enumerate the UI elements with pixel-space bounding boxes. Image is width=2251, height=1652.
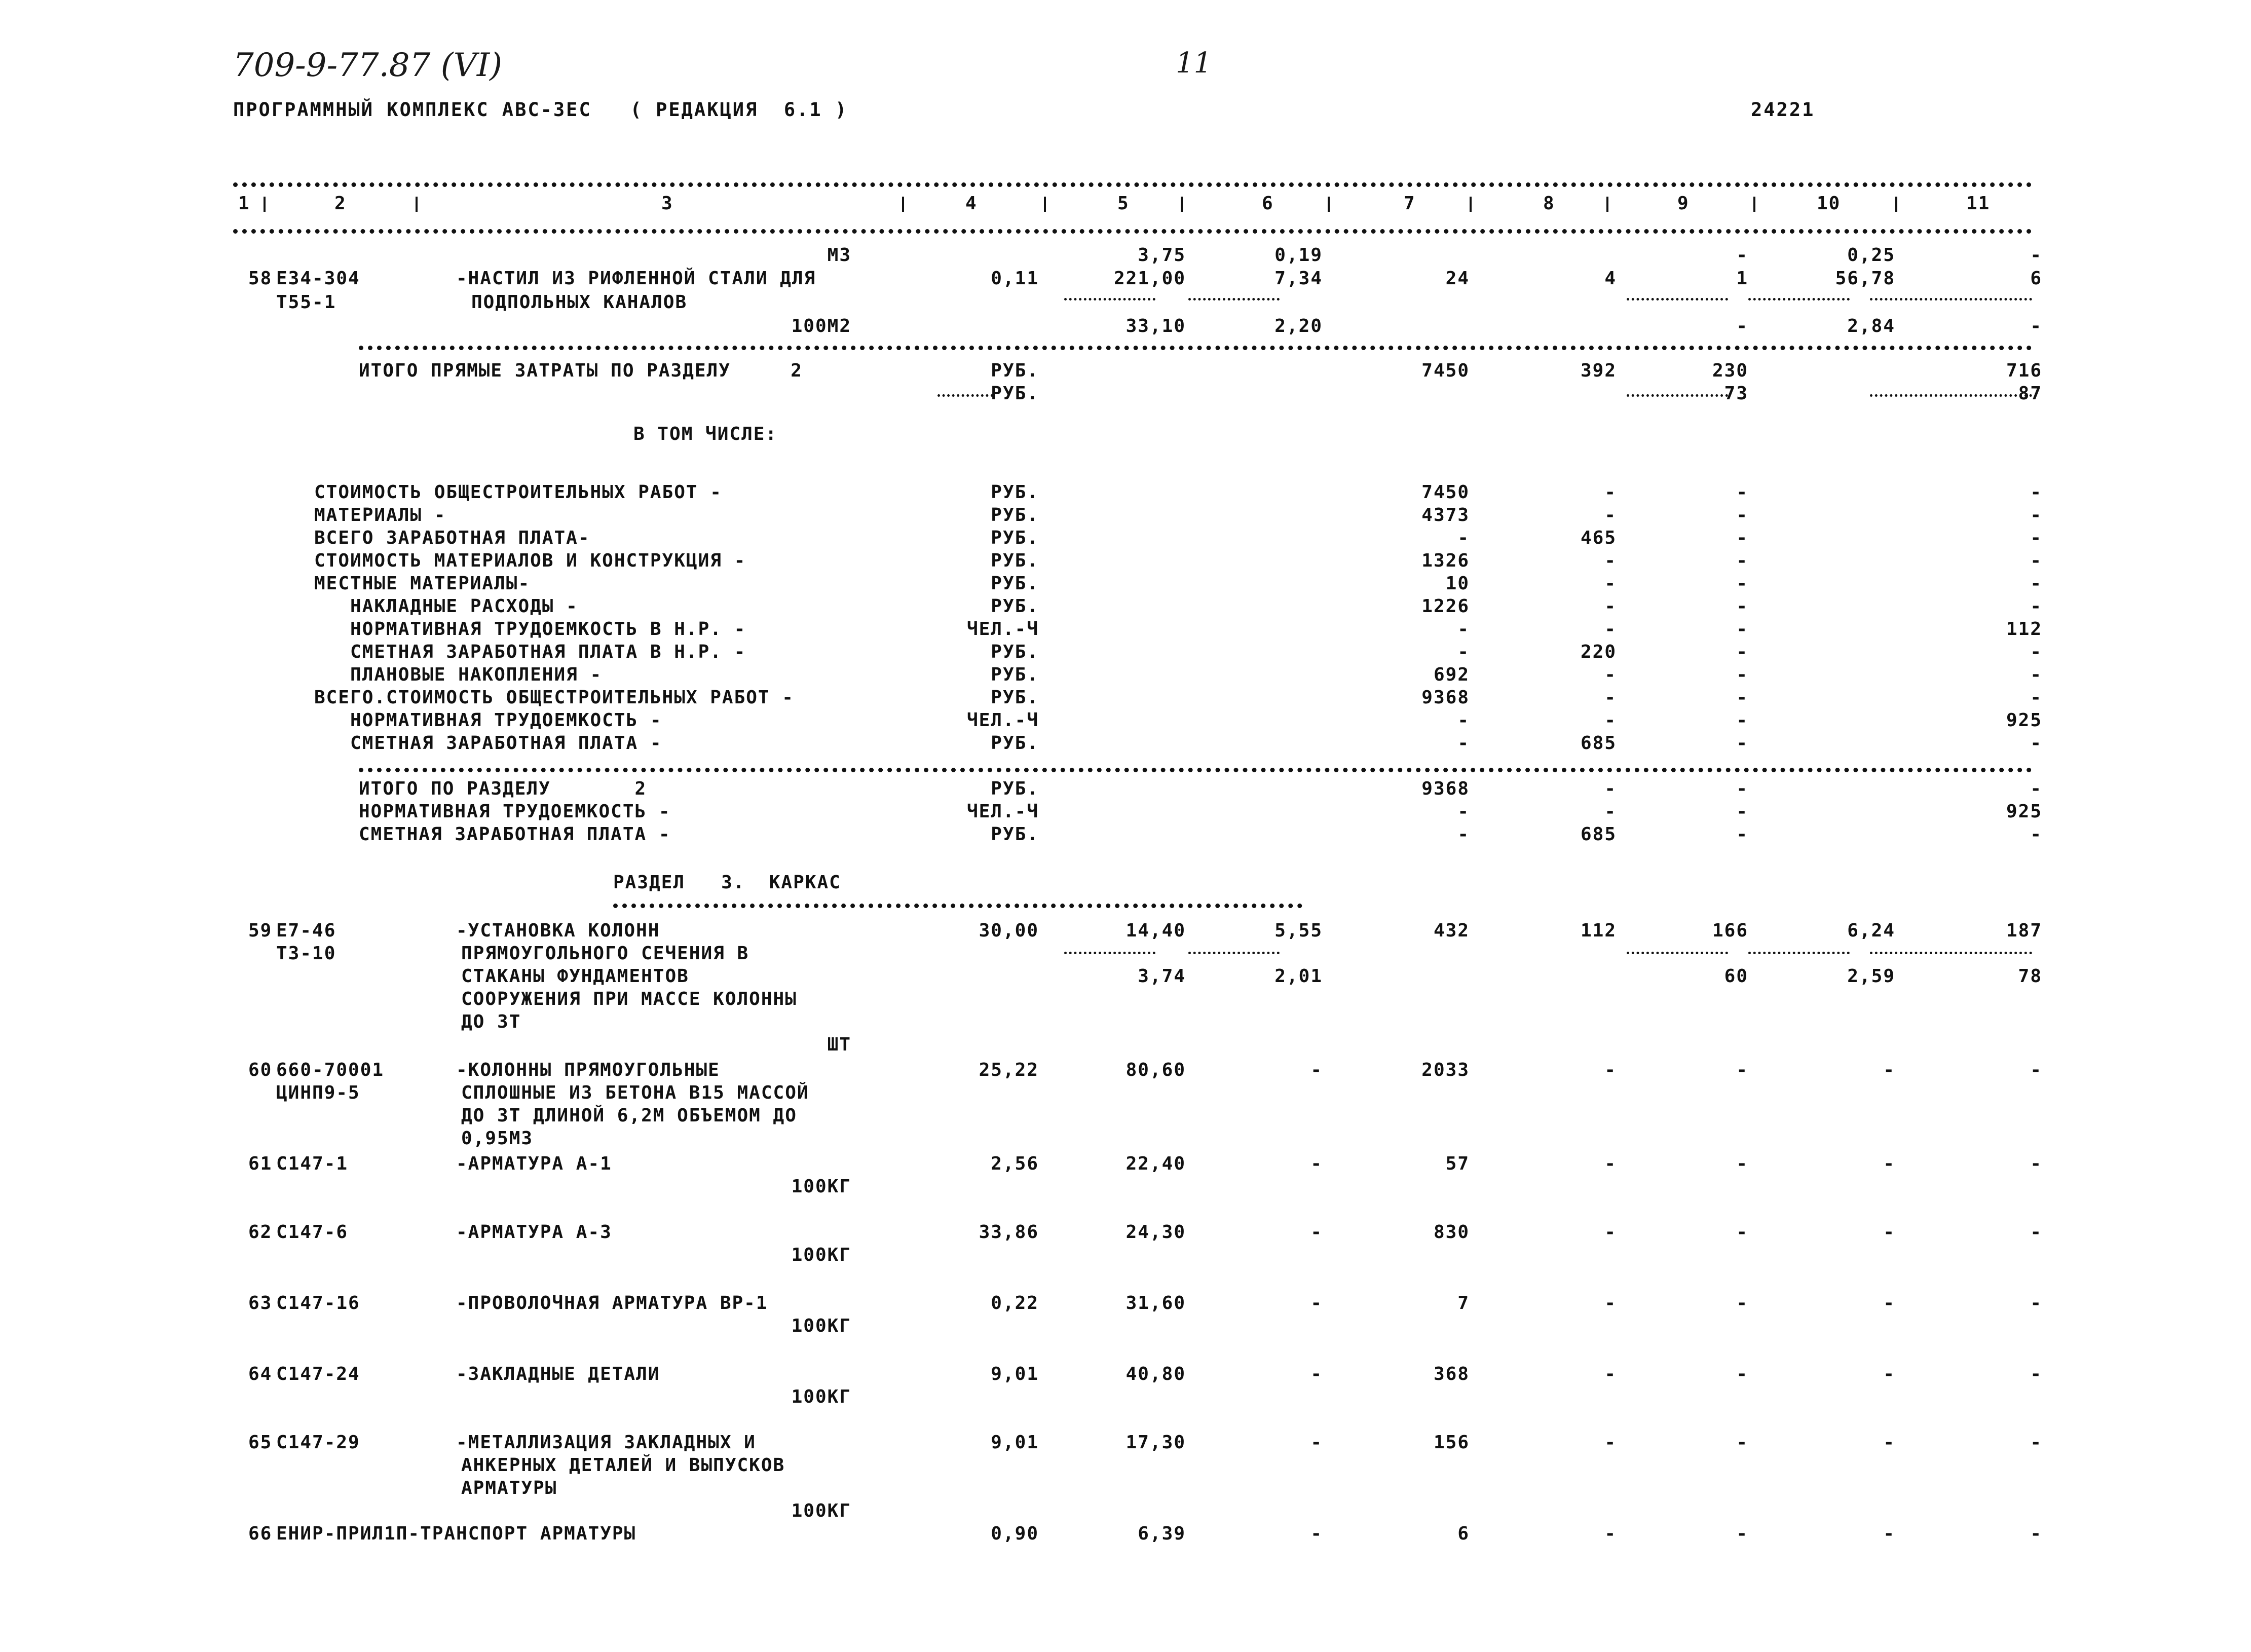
rate-code: С147-16 [276,1293,360,1313]
col4-value: 25,22 [979,1060,1039,1080]
col9-value: 230 [1712,360,1748,381]
col4-value: 33,86 [979,1222,1039,1243]
rate-code: Т3-10 [276,943,336,964]
col10-value: - [1883,1060,1895,1080]
col8-value: - [1604,1222,1617,1243]
col9-value: - [1736,1153,1748,1174]
col4-value: РУБ. [991,642,1039,662]
col9-value: 1 [1736,268,1748,289]
col7-value: 7 [1457,1293,1470,1313]
col8-value: - [1604,1364,1617,1384]
col4-value: РУБ. [991,550,1039,571]
rate-code: С147-29 [276,1432,360,1453]
work-name: НОРМАТИВНАЯ ТРУДОЕМКОСТЬ В Н.Р. - [314,619,746,640]
unit: 100КГ [791,1245,851,1265]
col5-value: 31,60 [1126,1293,1186,1313]
column-separator [416,197,418,212]
col8-value: - [1604,505,1617,525]
column-separator [1895,197,1897,212]
row-number: 59 [248,920,273,941]
col5-value: 24,30 [1126,1222,1186,1243]
col4-value: 0,22 [991,1293,1039,1313]
row-number: 62 [248,1222,273,1243]
table-top-rule [233,182,2032,187]
column-separator [1606,197,1608,212]
subrule [1064,298,1155,301]
rate-code: Т55-1 [276,292,336,313]
col8-value: - [1604,550,1617,571]
column-number-rule [233,229,2032,234]
col6-value: - [1310,1293,1323,1313]
col10-value: - [1883,1432,1895,1453]
col9-value: - [1736,1060,1748,1080]
col7-value: 10 [1445,573,1470,594]
col7-value: - [1457,619,1470,640]
work-name: -ПРОВОЛОЧНАЯ АРМАТУРА ВР-1 [456,1293,768,1313]
column-number: 6 [1262,193,1274,214]
row-number: 63 [248,1293,273,1313]
work-name: -АРМАТУРА А-3 [456,1222,612,1243]
col9-value: - [1736,1432,1748,1453]
work-name: ВСЕГО.СТОИМОСТЬ ОБЩЕСТРОИТЕЛЬНЫХ РАБОТ - [314,687,794,708]
col11-value: 112 [2006,619,2042,640]
column-separator [1044,197,1046,212]
col7-value: 2033 [1421,1060,1470,1080]
col8-value: - [1604,664,1617,685]
col9-value: - [1736,505,1748,525]
work-name: МАТЕРИАЛЫ - [314,505,446,525]
col7-value: 24 [1445,268,1470,289]
column-separator [264,197,266,212]
col9-value: - [1736,482,1748,503]
row-number: 65 [248,1432,273,1453]
col6-value: 0,19 [1274,245,1323,266]
col11-value: - [2030,664,2042,685]
handwritten-doc-code: 709-9-77.87 (VI) [233,47,503,84]
column-number: 2 [334,193,347,214]
rate-code: 660-70001 [276,1060,385,1080]
row-number: 64 [248,1364,273,1384]
column-number: 11 [1966,193,1991,214]
col9-value: - [1736,573,1748,594]
col10-value: 0,25 [1847,245,1895,266]
col11-value: - [2030,778,2042,799]
col5-value: 14,40 [1126,920,1186,941]
col10-value: - [1883,1364,1895,1384]
work-name: СМЕТНАЯ ЗАРАБОТНАЯ ПЛАТА - [314,733,662,754]
column-separator [1181,197,1183,212]
column-number: 8 [1543,193,1555,214]
col8-value: 465 [1580,528,1617,548]
col9-value: - [1736,778,1748,799]
work-name: ИТОГО ПО РАЗДЕЛУ 2 [359,778,647,799]
col5-value: 22,40 [1126,1153,1186,1174]
work-name: 0,95М3 [461,1128,534,1149]
col11-value: - [2030,687,2042,708]
col10-value: - [1883,1222,1895,1243]
col7-value: - [1457,801,1470,822]
subrule [1627,298,1728,301]
col4-value: ЧЕЛ.-Ч [966,710,1039,731]
col4-value: РУБ. [991,505,1039,525]
col10-value: 56,78 [1835,268,1895,289]
col11-value: - [2030,505,2042,525]
subrule [1870,298,2032,301]
col9-value: - [1736,664,1748,685]
col8-value: - [1604,687,1617,708]
section-total-rule-1 [359,346,2032,350]
col7-value: 432 [1433,920,1470,941]
col9-value: - [1736,528,1748,548]
col11-value: 925 [2006,710,2042,731]
col10-value: 2,84 [1847,316,1895,336]
col7-value: - [1457,528,1470,548]
col6-value: 7,34 [1274,268,1323,289]
row-number: 58 [248,268,273,289]
col4-value: РУБ. [991,528,1039,548]
col11-value: - [2030,1222,2042,1243]
col6-value: - [1310,1432,1323,1453]
col7-value: 9368 [1421,687,1470,708]
col9-value: - [1736,1222,1748,1243]
col11-value: - [2030,1153,2042,1174]
col11-value: 925 [2006,801,2042,822]
col9-value: - [1736,801,1748,822]
work-name: АРМАТУРЫ [461,1478,557,1498]
subrule [1064,952,1155,954]
col11-value: 716 [2006,360,2042,381]
column-separator [1470,197,1472,212]
work-name: НОРМАТИВНАЯ ТРУДОЕМКОСТЬ - [314,710,662,731]
work-name: СТОИМОСТЬ ОБЩЕСТРОИТЕЛЬНЫХ РАБОТ - [314,482,722,503]
col8-value: - [1604,778,1617,799]
col8-value: - [1604,1060,1617,1080]
col11-value: - [2030,1432,2042,1453]
col4-value: 2,56 [991,1153,1039,1174]
column-separator [902,197,904,212]
subrule [1627,394,1728,397]
col11-value: - [2030,316,2042,336]
col11-value: - [2030,1060,2042,1080]
col9-value: 166 [1712,920,1748,941]
handwritten-page-number: 11 [1176,47,1212,80]
col4-value: РУБ. [991,733,1039,754]
col11-value: - [2030,245,2042,266]
col7-value: 692 [1433,664,1470,685]
col7-value: - [1457,710,1470,731]
col7-value: 7450 [1421,482,1470,503]
col11-value: - [2030,550,2042,571]
unit: 100КГ [791,1500,851,1521]
col8-value: 4 [1604,268,1617,289]
column-number: 9 [1677,193,1690,214]
program-header: ПРОГРАММНЫЙ КОМПЛЕКС АВС-3ЕС ( РЕДАКЦИЯ 6.1 ) [233,99,848,121]
section-total-rule-2 [359,768,2032,772]
work-name: РАЗДЕЛ 3. КАРКАС [613,872,841,893]
col11-value: - [2030,528,2042,548]
col8-value: - [1604,801,1617,822]
col8-value: - [1604,1153,1617,1174]
col8-value: - [1604,619,1617,640]
subrule [1870,394,2032,397]
col4-value: РУБ. [991,573,1039,594]
work-name: ДО 3Т [461,1011,521,1032]
col4-value: РУБ. [991,824,1039,845]
col6-value: - [1310,1153,1323,1174]
rate-code: Е34-304 [276,268,360,289]
col11-value: - [2030,1293,2042,1313]
col11-value: - [2030,824,2042,845]
work-name: НОРМАТИВНАЯ ТРУДОЕМКОСТЬ - [359,801,671,822]
col7-value: 6 [1457,1523,1470,1544]
unit: М3 [827,245,851,266]
col11-value: - [2030,1364,2042,1384]
work-name: ВСЕГО ЗАРАБОТНАЯ ПЛАТА- [314,528,590,548]
work-name: СООРУЖЕНИЯ ПРИ МАССЕ КОЛОННЫ [461,989,797,1009]
col6-value: - [1310,1222,1323,1243]
column-number: 5 [1117,193,1130,214]
col8-value: - [1604,1523,1617,1544]
work-name: СТАКАНЫ ФУНДАМЕНТОВ [461,966,689,987]
col7-value: 4373 [1421,505,1470,525]
rate-code: ЦИНП9-5 [276,1082,360,1103]
rate-code: С147-6 [276,1222,349,1243]
work-name: -НАСТИЛ ИЗ РИФЛЕННОЙ СТАЛИ ДЛЯ [456,268,816,289]
col8-value: 685 [1580,824,1617,845]
col6-value: - [1310,1060,1323,1080]
col6-value: 5,55 [1274,920,1323,941]
work-name: МЕСТНЫЕ МАТЕРИАЛЫ- [314,573,531,594]
work-name: СПЛОШНЫЕ ИЗ БЕТОНА В15 МАССОЙ [461,1082,809,1103]
col4-value: РУБ. [991,778,1039,799]
col11-value: - [2030,1523,2042,1544]
subrule [937,394,993,397]
column-number: 4 [965,193,978,214]
unit: 100КГ [791,1386,851,1407]
col9-value: - [1736,642,1748,662]
subrule [1188,952,1280,954]
col4-value: РУБ. [991,664,1039,685]
col5-value: 221,00 [1113,268,1186,289]
subrule [1188,298,1280,301]
rate-code: С147-1 [276,1153,349,1174]
work-name: СМЕТНАЯ ЗАРАБОТНАЯ ПЛАТА - [359,824,671,845]
col11-value: 87 [2018,383,2042,404]
work-name: -АРМАТУРА А-1 [456,1153,612,1174]
col5-value: 40,80 [1126,1364,1186,1384]
col4-value: РУБ. [991,360,1039,381]
col5-value: 6,39 [1138,1523,1186,1544]
rate-code: Е7-46 [276,920,336,941]
col11-value: 6 [2030,268,2042,289]
col7-value: - [1457,824,1470,845]
col10-value: 6,24 [1847,920,1895,941]
col5-value: 80,60 [1126,1060,1186,1080]
col8-value: 685 [1580,733,1617,754]
col9-value: - [1736,550,1748,571]
unit: 100КГ [791,1176,851,1197]
unit: 100М2 [791,316,851,336]
rate-code: ЕНИР-ПРИЛ1П-ТРАНСПОРТ АРМАТУРЫ [276,1523,636,1544]
col7-value: - [1457,733,1470,754]
col9-value: - [1736,710,1748,731]
col11-value: - [2030,596,2042,617]
col4-value: 0,11 [991,268,1039,289]
row-number: 66 [248,1523,273,1544]
col4-value: ЧЕЛ.-Ч [966,801,1039,822]
col11-value: - [2030,642,2042,662]
subrule [1748,952,1850,954]
section-3-underline [613,904,1302,908]
col4-value: РУБ. [991,687,1039,708]
col10-value: - [1883,1293,1895,1313]
col9-value: - [1736,824,1748,845]
col4-value: 9,01 [991,1364,1039,1384]
col11-value: - [2030,573,2042,594]
col8-value: - [1604,1293,1617,1313]
col7-value: 1226 [1421,596,1470,617]
col8-value: 392 [1580,360,1617,381]
col5-value: 33,10 [1126,316,1186,336]
col7-value: 156 [1433,1432,1470,1453]
col9-value: - [1736,733,1748,754]
column-separator [1328,197,1330,212]
col4-value: 0,90 [991,1523,1039,1544]
unit: 100КГ [791,1316,851,1336]
col9-value: - [1736,316,1748,336]
col4-value: РУБ. [991,383,1039,404]
col9-value: - [1736,619,1748,640]
col7-value: 57 [1445,1153,1470,1174]
subrule [1748,298,1850,301]
col9-value: - [1736,687,1748,708]
work-name: НАКЛАДНЫЕ РАСХОДЫ - [314,596,578,617]
work-name: -МЕТАЛЛИЗАЦИЯ ЗАКЛАДНЫХ И [456,1432,756,1453]
col4-value: РУБ. [991,482,1039,503]
work-name: ДО 3Т ДЛИНОЙ 6,2М ОБЪЕМОМ ДО [461,1105,797,1126]
work-name: В ТОМ ЧИСЛЕ: [633,424,778,444]
work-name: СМЕТНАЯ ЗАРАБОТНАЯ ПЛАТА В Н.Р. - [314,642,746,662]
work-name: ПЛАНОВЫЕ НАКОПЛЕНИЯ - [314,664,603,685]
col10-value: - [1883,1523,1895,1544]
col8-value: 112 [1580,920,1617,941]
col7-value: - [1457,642,1470,662]
rate-code: С147-24 [276,1364,360,1384]
work-name: -ЗАКЛАДНЫЕ ДЕТАЛИ [456,1364,660,1384]
subrule [1870,952,2032,954]
row-number: 61 [248,1153,273,1174]
col10-value: 2,59 [1847,966,1895,987]
col6-value: 2,01 [1274,966,1323,987]
col8-value: - [1604,596,1617,617]
column-number: 1 [238,193,250,214]
col11-value: 187 [2006,920,2042,941]
col9-value: - [1736,1364,1748,1384]
col10-value: - [1883,1153,1895,1174]
col7-value: 9368 [1421,778,1470,799]
column-separator [1753,197,1755,212]
col11-value: - [2030,482,2042,503]
col9-value: - [1736,596,1748,617]
work-name: -УСТАНОВКА КОЛОНН [456,920,660,941]
col11-value: 78 [2018,966,2042,987]
work-name: АНКЕРНЫХ ДЕТАЛЕЙ И ВЫПУСКОВ [461,1455,785,1476]
unit: ШТ [827,1034,851,1055]
col11-value: - [2030,733,2042,754]
col7-value: 7450 [1421,360,1470,381]
col9-value: 60 [1724,966,1748,987]
work-name: ИТОГО ПРЯМЫЕ ЗАТРАТЫ ПО РАЗДЕЛУ 2 [359,360,803,381]
col8-value: - [1604,482,1617,503]
work-name: -КОЛОННЫ ПРЯМОУГОЛЬНЫЕ [456,1060,720,1080]
col4-value: РУБ. [991,596,1039,617]
work-name: ПРЯМОУГОЛЬНОГО СЕЧЕНИЯ В [461,943,749,964]
col8-value: - [1604,1432,1617,1453]
col5-value: 3,74 [1138,966,1186,987]
col7-value: 1326 [1421,550,1470,571]
col7-value: 830 [1433,1222,1470,1243]
col6-value: 2,20 [1274,316,1323,336]
work-name: СТОИМОСТЬ МАТЕРИАЛОВ И КОНСТРУКЦИЯ - [314,550,746,571]
row-number: 60 [248,1060,273,1080]
col9-value: - [1736,1523,1748,1544]
col5-value: 17,30 [1126,1432,1186,1453]
work-name: ПОДПОЛЬНЫХ КАНАЛОВ [471,292,688,313]
col9-value: 73 [1724,383,1748,404]
col4-value: 30,00 [979,920,1039,941]
column-number: 3 [661,193,673,214]
col4-value: ЧЕЛ.-Ч [966,619,1039,640]
col4-value: 9,01 [991,1432,1039,1453]
col6-value: - [1310,1364,1323,1384]
column-number: 10 [1817,193,1841,214]
col9-value: - [1736,245,1748,266]
col6-value: - [1310,1523,1323,1544]
col5-value: 3,75 [1138,245,1186,266]
col8-value: 220 [1580,642,1617,662]
subrule [1627,952,1728,954]
sheet-id: 24221 [1751,99,1815,121]
col7-value: 368 [1433,1364,1470,1384]
col9-value: - [1736,1293,1748,1313]
col8-value: - [1604,573,1617,594]
col8-value: - [1604,710,1617,731]
column-number: 7 [1404,193,1416,214]
